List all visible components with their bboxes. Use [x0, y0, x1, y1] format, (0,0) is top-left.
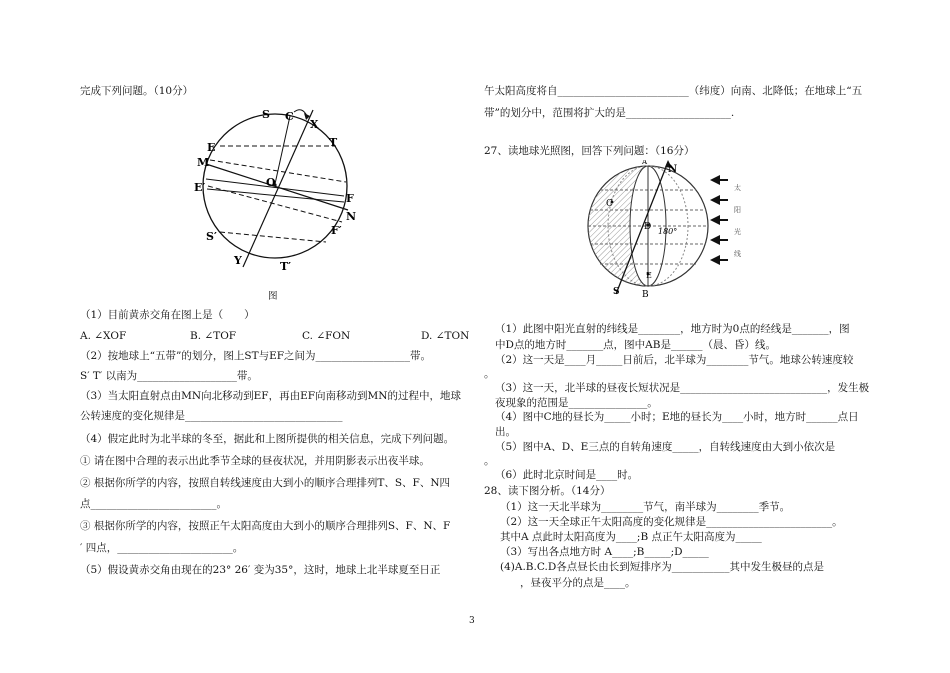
label-A: A [642, 160, 648, 166]
q2-line2: S′ T′ 以南为___________________带。 [80, 370, 258, 382]
q1-text: （1）目前黄赤交角在图上是（ ） [80, 309, 255, 321]
label-C: C [606, 199, 613, 209]
q1-option-d: D. ∠TON [421, 330, 470, 342]
q28-2-line2: 其中A 点此时太阳高度为____;B 点正午太阳高度为_____ [500, 531, 762, 543]
q3-line2: 公转速度的变化规律是______________________________ [80, 410, 343, 422]
label-E: E [646, 271, 652, 280]
q28-1-text: （1）这一天北半球为________节气，南半球为________季节。 [500, 501, 791, 513]
q2-line1: （2）按地球上“五带”的划分，图上ST与EF之间为__________________带。 [80, 350, 432, 362]
q4-1-text: ① 请在图中合理的表示出此季节全球的昼夜状况，并用阴影表示出夜半球。 [80, 455, 430, 467]
label-O: O [266, 176, 276, 189]
q4-2-line1: ② 根据你所学的内容，按照自转线速度由大到小的顺序合理排列T、S、F、N四 [80, 477, 451, 489]
earth-orbit-diagram [186, 104, 370, 280]
q4-3-line1: ③ 根据你所学的内容，按照正午太阳高度由大到小的顺序合理排列S、F、N、F [80, 520, 451, 532]
q27-3-line1: （3）这一天，北半球的昼夜长短状况是____________________________，发生极 [495, 382, 870, 394]
q27-3-line2: 夜现象的范围是_______________。 [495, 397, 658, 409]
q27-1-line1: （1）此图中阳光直射的纬线是________，地方时为0点的经线是_______，图 [495, 323, 850, 335]
q27-2-line1: （2）这一天是____月_____日前后，北半球为________节气。地球公转速度较 [495, 354, 854, 366]
continuation-line1: 午太阳高度将自_________________________（纬度）向南、北降低；在地球上“五 [484, 85, 863, 97]
q27-2-line2: 。 [484, 368, 495, 380]
label-N: N [668, 164, 678, 175]
sun-char-3: 光 [734, 228, 741, 236]
sun-char-4: 线 [734, 250, 741, 258]
label-T: T [329, 136, 338, 149]
q5-text: （5）假设黄赤交角由现在的23° 26′ 变为35°，这时，地球上北半球夏至日正 [80, 564, 441, 576]
label-T-prime: T′ [280, 260, 292, 273]
label-S-prime: S′ [206, 230, 217, 243]
sun-char-1: 太 [734, 184, 741, 192]
label-N: N [346, 210, 357, 223]
label-X: X [310, 118, 319, 131]
q1-option-c: C. ∠FON [302, 330, 351, 342]
q4-2-line2: 点________________________。 [80, 498, 227, 510]
label-M: M [197, 156, 210, 169]
q4-text: （4）假定此时为北半球的冬至，据此和上图所提供的相关信息，完成下列问题。 [80, 433, 455, 445]
q27-6-text: （6）此时北京时间是____时。 [495, 469, 639, 481]
earth-illumination-diagram [582, 160, 752, 298]
label-B: B [642, 290, 649, 298]
label-F-prime: F′ [331, 224, 342, 237]
intro-text: 完成下列问题。（10分） [80, 85, 194, 97]
q1-option-b: B. ∠TOF [190, 330, 237, 342]
q28-3-text: （3）写出各点地方时 A____;B_____;D_____ [500, 546, 709, 558]
q27-4-line1: （4）图中C地的昼长为_____小时；E地的昼长为____小时，地方时______点日 [495, 411, 859, 423]
q28-2-line1: （2）这一天全球正午太阳高度的变化规律是________________________。 [500, 516, 843, 528]
q27-4-line2: 出。 [495, 426, 516, 438]
continuation-line2: 带”的划分中，范围将扩大的是____________________. [484, 107, 735, 119]
label-E-prime: E′ [194, 181, 206, 194]
q4-3-line2: ′ 四点，______________________。 [80, 542, 244, 554]
q28-title: 28、读下图分析。（14分） [484, 485, 611, 497]
figure-caption: 图 [268, 291, 278, 302]
q3-line1: （3）当太阳直射点由MN向北移动到EF，再由EF向南移动到MN的过程中，地球 [80, 390, 461, 402]
label-S: S [262, 108, 270, 121]
q1-option-a: A. ∠XOF [80, 330, 127, 342]
q27-1-line2: 中D点的地方时_______点，图中AB是______（晨、昏）线。 [495, 339, 776, 351]
label-E: E [207, 141, 216, 154]
q27-5-line2: 。 [484, 455, 495, 467]
q28-4-line2: ，昼夜平分的点是____。 [520, 577, 636, 589]
label-Y: Y [234, 254, 242, 267]
label-C: C [285, 110, 294, 123]
q27-5-line1: （5）图中A、D、E三点的自转角速度_____，自转线速度由大到小依次是 [495, 441, 836, 453]
label-D: D [644, 222, 652, 232]
label-180: 180° [658, 227, 678, 236]
page-number: 3 [469, 616, 475, 626]
label-F: F [346, 192, 354, 205]
sun-char-2: 阳 [734, 206, 741, 214]
q28-4-line1: (4)A.B.C.D各点昼长由长到短排序为___________其中发生极昼的点是 [500, 561, 825, 573]
q27-title: 27、读地球光照图，回答下列问题：（16分） [484, 145, 695, 157]
label-S: S [613, 287, 620, 297]
